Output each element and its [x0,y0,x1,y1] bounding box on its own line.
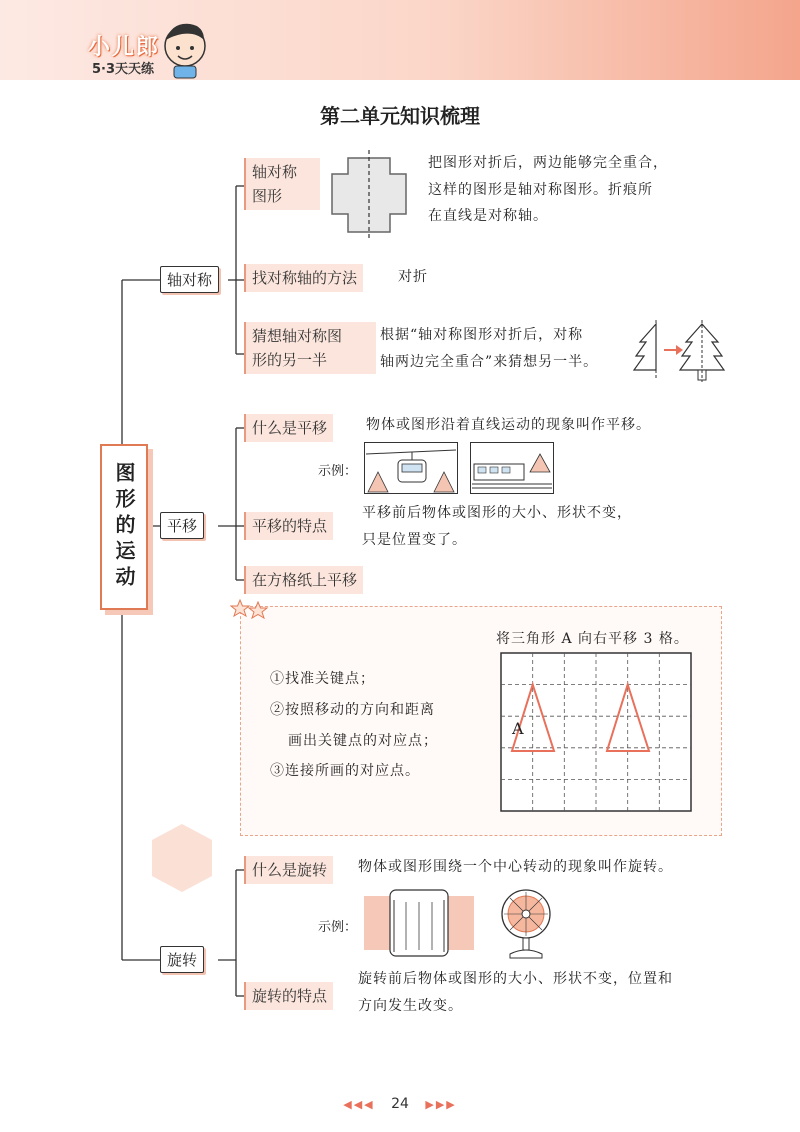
main-topic-box: 图形的运动 [100,444,148,610]
desc-line: 平移前后物体或图形的大小、形状不变， [362,505,632,521]
tag-find-axis: 找对称轴的方法 [244,264,363,292]
tip-task: 将三角形 A 向右平移 3 格。 [496,631,689,647]
branch-symmetry: 轴对称 [160,266,219,293]
rotation-example-label: 示例： [318,920,358,935]
revolving-door-icon [364,888,474,958]
page-title: 第二单元知识梳理 [320,104,480,128]
translation-features-desc [362,500,732,553]
symmetric-figure-desc [428,150,738,230]
tag-line: 轴对称 [252,163,298,181]
stars-icon [230,598,270,620]
tag-symmetric-figure [244,158,320,210]
desc-line: 旋转前后物体或图形的大小、形状不变，位置和 [358,971,673,987]
cable-car-icon [364,442,458,494]
electric-fan-icon [494,888,558,960]
prev-arrows-icon: ◀◀◀ [343,1098,375,1111]
tag-guess-half [244,322,376,374]
desc-line: 这样的图形是轴对称图形。折痕所 [428,181,653,198]
what-translation-desc: 物体或图形沿着直线运动的现象叫作平移。 [366,417,651,433]
page-footer [0,1096,800,1112]
rotation-features-desc [358,966,768,1019]
tag-line: 猜想轴对称图 [252,327,343,345]
triangle-label: A [512,719,524,738]
desc-line: 轴两边完全重合”来猜想另一半。 [380,353,599,370]
tag-line: 图形 [252,187,283,205]
tag-translation-features: 平移的特点 [244,512,333,540]
tip-step-2-cont: 画出关键点的对应点； [288,732,438,749]
tag-rotation-features: 旋转的特点 [244,982,333,1010]
tip-step-2: ②按照移动的方向和距离 [270,701,435,718]
tag-what-translation: 什么是平移 [244,414,333,442]
guess-half-desc [380,322,630,375]
tag-what-rotation: 什么是旋转 [244,856,333,884]
desc-line: 根据“轴对称图形对折后，对称 [380,327,584,343]
tag-grid-translation: 在方格纸上平移 [244,566,363,594]
decor-hexagon-icon [150,822,214,894]
branch-rotation: 旋转 [160,946,204,973]
what-rotation-desc: 物体或图形围绕一个中心转动的现象叫作旋转。 [358,859,673,875]
page-number: 24 [391,1096,409,1112]
train-icon [470,442,554,494]
desc-line: 把图形对折后，两边能够完全重合， [428,155,668,171]
brand-logo: 小儿郎 [88,35,161,60]
tip-step-1: ①找准关键点； [270,671,375,687]
tip-step-3: ③连接所画的对应点。 [270,763,420,780]
translation-grid [500,652,694,814]
tip-steps [270,664,490,787]
tree-half-icon [630,320,726,382]
tag-line: 形的另一半 [252,351,328,369]
translation-example-label: 示例： [318,464,358,479]
branch-translation: 平移 [160,512,204,539]
brand-subtitle: 5·3天天练 [92,62,155,77]
find-axis-desc: 对折 [398,269,428,285]
desc-line: 方向发生改变。 [358,997,463,1014]
desc-line: 在直线是对称轴。 [428,208,548,225]
symmetric-shape-icon [326,150,412,240]
next-arrows-icon: ▶▶▶ [425,1098,457,1111]
desc-line: 只是位置变了。 [362,531,467,548]
